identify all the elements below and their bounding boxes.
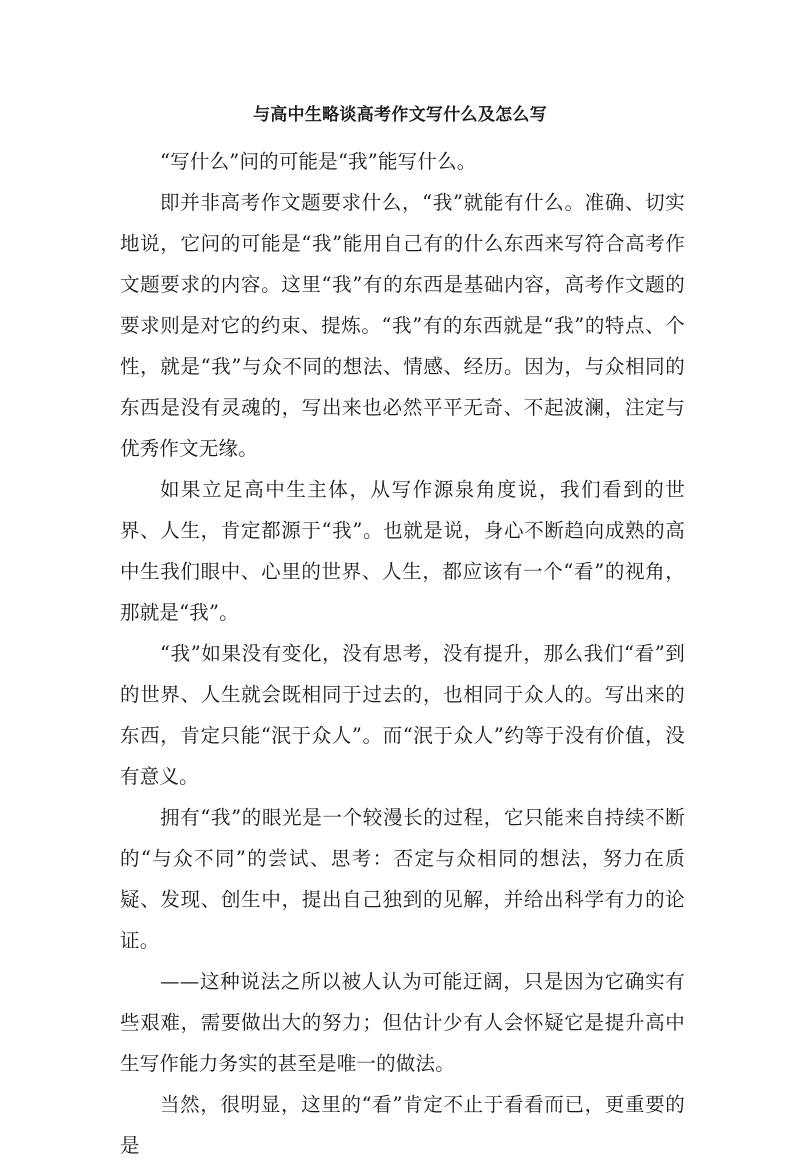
paragraph-3: 如果立足高中生主体，从写作源泉角度说，我们看到的世界、人生，肯定都源于“我”。也就是说，身心不断趋向成熟的高中生我们眼中、心里的世界、人生，都应该有一个“看”的视角，那就是“我”。 [120,478,685,624]
paragraph-1: “写什么”问的可能是“我”能写什么。 [160,150,477,173]
paragraph-7: 当然，很明显，这里的“看”肯定不止于看看而已，更重要的是 [120,1093,685,1157]
paragraph-4: “我”如果没有变化，没有思考，没有提升，那么我们“看”到的世界、人生就会既相同于过去的，也相同于众人的。写出来的东西，肯定只能“泯于众人”。而“泯于众人”约等于没有价值，没有意义。 [120,642,685,788]
paragraph-6: ——这种说法之所以被人认为可能迂阔，只是因为它确实有些艰难，需要做出大的努力；但估计少有人会怀疑它是提升高中生写作能力务实的甚至是唯一的做法。 [120,970,685,1075]
document-body [120,141,685,1166]
document-title: 与高中生略谈高考作文写什么及怎么写 [252,105,548,125]
paragraph-2: 即并非高考作文题要求什么，“我”就能有什么。准确、切实地说，它问的可能是“我”能用自己有的什么东西来写符合高考作文题要求的内容。这里“我”有的东西是基础内容，高考作文题的要求则是对它的约束、提炼。“我”有的东西就是“我”的特点、个性，就是“我”与众不同的想法、情感、经历。因为，与众相同的东西是没有灵魂的，写出来也必然平平无奇、不起波澜，注定与优秀作文无缘。 [120,191,685,460]
paragraph-5: 拥有“我”的眼光是一个较漫长的过程，它只能来自持续不断的“与众不同”的尝试、思考：否定与众相同的想法，努力在质疑、发现、创生中，提出自己独到的见解，并给出科学有力的论证。 [120,806,685,952]
